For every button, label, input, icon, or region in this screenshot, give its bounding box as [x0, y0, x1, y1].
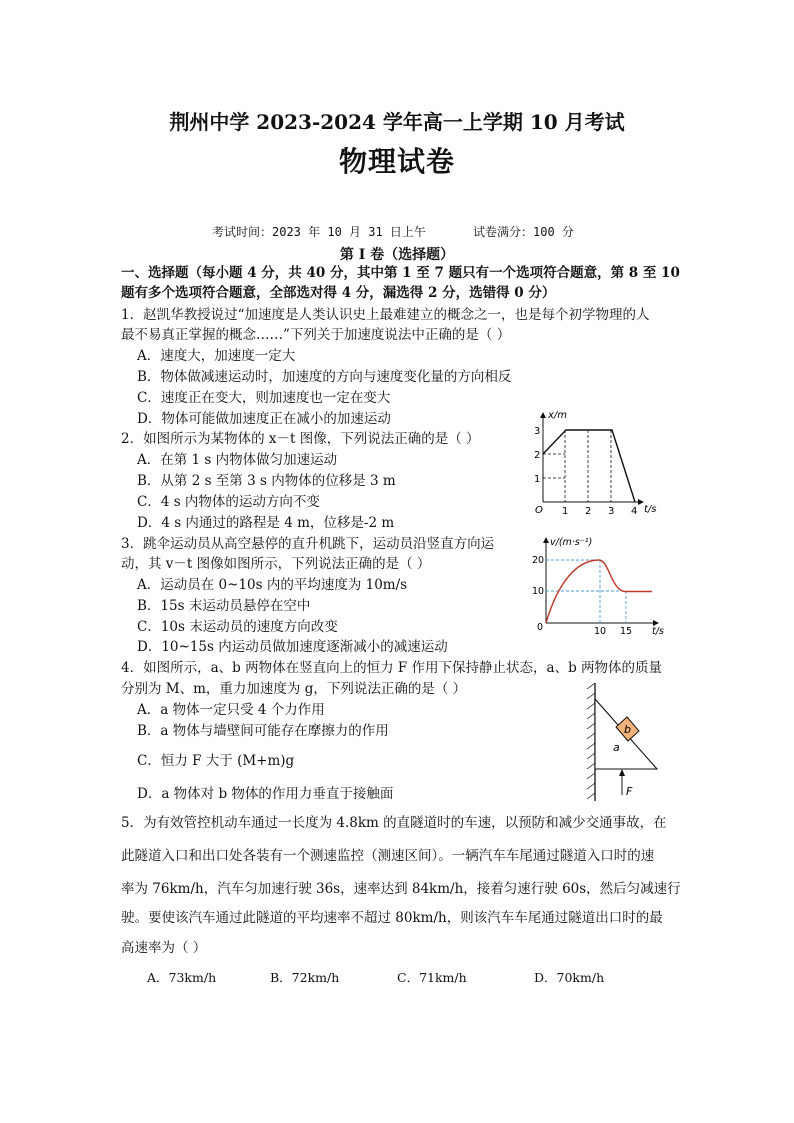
- q3-stem-line2: 动，其 v－t 图像如图所示，下列说法正确的是（ ）: [121, 556, 431, 572]
- q1-option-c: C．速度正在变大，则加速度也一定在变大: [137, 390, 391, 406]
- q2-xtick-3: 3: [608, 506, 615, 517]
- q3-series-curve: [546, 560, 652, 623]
- q1-option-b: B．物体做减速运动时，加速度的方向与速度变化量的方向相反: [137, 369, 512, 385]
- q1-stem-line1: 1．赵凯华教授说过“加速度是人类认识史上最难建立的概念之一，也是每个初学物理的人: [121, 307, 650, 323]
- q5-option-b: B．72km/h: [270, 970, 340, 985]
- q3-xtick-15: 15: [620, 626, 633, 637]
- q2-ylabel: x/m: [548, 410, 568, 421]
- section-heading-line2: 题有多个选项符合题意，全部选对得 4 分，漏选得 2 分，选错得 0 分）: [121, 285, 556, 301]
- exam-title: 荆州中学 2023-2024 学年高一上学期 10 月考试: [169, 110, 625, 134]
- q1-option-d: D．物体可能做加速度正在减小的加速运动: [137, 411, 391, 427]
- volume-heading: 第 I 卷（选择题）: [339, 247, 455, 263]
- label-F: F: [626, 785, 633, 798]
- q3-vt-graph: [530, 533, 670, 638]
- q2-xtick-2: 2: [585, 506, 592, 517]
- q4-option-b: B．a 物体与墙壁间可能存在摩擦力的作用: [137, 723, 389, 739]
- q2-xt-graph: [530, 405, 680, 517]
- q5-option-c: C．71km/h: [397, 970, 467, 985]
- q2-series-line: [543, 430, 635, 502]
- q2-xtick-4: 4: [631, 506, 638, 517]
- q2-option-a: A．在第 1 s 内物体做匀加速运动: [137, 452, 338, 468]
- q4-option-a: A．a 物体一定只受 4 个力作用: [137, 702, 325, 718]
- q5-line2: 此隧道入口和出口处各装有一个测速监控（测速区间）。一辆汽车车尾通过隧道入口时的速: [121, 848, 655, 864]
- q2-option-b: B．从第 2 s 至第 3 s 内物体的位移是 3 m: [137, 473, 396, 489]
- exam-time: 考试时间：2023 年 10 月 31 日上午: [212, 225, 426, 239]
- q2-xlabel: t/s: [644, 504, 657, 515]
- q3-option-b: B．15s 末运动员悬停在空中: [137, 598, 311, 614]
- q2-ytick-2: 2: [534, 450, 541, 461]
- q4-wedge-figure: [583, 683, 663, 803]
- q5-line3: 率为 76km/h，汽车匀加速行驶 36s，速率达到 84km/h，接着匀速行驶 60s，然后匀减速行: [121, 881, 681, 897]
- q2-option-d: D．4 s 内通过的路程是 4 m，位移是-2 m: [137, 515, 395, 531]
- q4-stem-line2: 分别为 M、m，重力加速度为 g，下列说法正确的是（ ）: [121, 681, 467, 697]
- q3-option-a: A．运动员在 0~10s 内的平均速度为 10m/s: [137, 577, 408, 593]
- q2-guide-lines: [543, 430, 611, 502]
- section-heading-line1: 一、选择题（每小题 4 分，共 40 分，其中第 1 至 7 题只有一个选项符合题意，第 8 至 10: [121, 265, 680, 281]
- label-b: b: [624, 723, 631, 736]
- q3-origin: 0: [537, 622, 544, 633]
- q4-stem-line1: 4．如图所示，a、b 两物体在竖直向上的恒力 F 作用下保持静止状态，a、b 两物体的质量: [121, 660, 663, 676]
- q2-xtick-1: 1: [562, 506, 569, 517]
- q2-origin: O: [535, 505, 543, 516]
- q3-ylabel: v/(m·s⁻¹): [550, 537, 593, 548]
- q4-option-c: C．恒力 F 大于 (M+m)g: [137, 753, 295, 769]
- q3-option-c: C．10s 末运动员的速度方向改变: [137, 619, 338, 635]
- q5-line5: 高速率为（ ）: [121, 940, 207, 956]
- q3-ytick-20: 20: [532, 555, 545, 566]
- wall-hatching: [587, 683, 595, 799]
- q5-option-a: A．73km/h: [147, 970, 217, 985]
- q3-xlabel: t/s: [652, 626, 664, 637]
- q3-xtick-10: 10: [594, 626, 607, 637]
- q2-ytick-3: 3: [534, 426, 541, 437]
- q2-option-c: C．4 s 内物体的运动方向不变: [137, 494, 320, 510]
- q3-option-d: D．10~15s 内运动员做加速度逐渐减小的减速运动: [137, 639, 448, 655]
- q1-option-a: A．速度大，加速度一定大: [137, 348, 296, 364]
- full-score: 试卷满分：100 分: [473, 225, 574, 239]
- q5-line4: 驶。要使该汽车通过此隧道的平均速率不超过 80km/h，则该汽车车尾通过隧道出口时的最: [121, 910, 663, 926]
- label-a: a: [613, 741, 620, 754]
- q3-stem-line1: 3．跳伞运动员从高空悬停的直升机跳下，运动员沿竖直方向运: [121, 536, 495, 552]
- subject-title: 物理试卷: [338, 145, 455, 178]
- q5-line1: 5．为有效管控机动车通过一长度为 4.8km 的直隧道时的车速，以预防和减少交通事故，在: [121, 815, 667, 831]
- q2-stem: 2．如图所示为某物体的 x－t 图像，下列说法正确的是（ ）: [121, 431, 480, 447]
- q4-option-d: D．a 物体对 b 物体的作用力垂直于接触面: [137, 786, 394, 802]
- q3-ytick-10: 10: [532, 586, 545, 597]
- q1-stem-line2: 最不易真正掌握的概念……”下列关于加速度说法中正确的是（ ）: [121, 327, 511, 343]
- force-arrow-head: [619, 769, 625, 776]
- q2-ytick-1: 1: [534, 474, 541, 485]
- q5-option-d: D．70km/h: [534, 970, 605, 985]
